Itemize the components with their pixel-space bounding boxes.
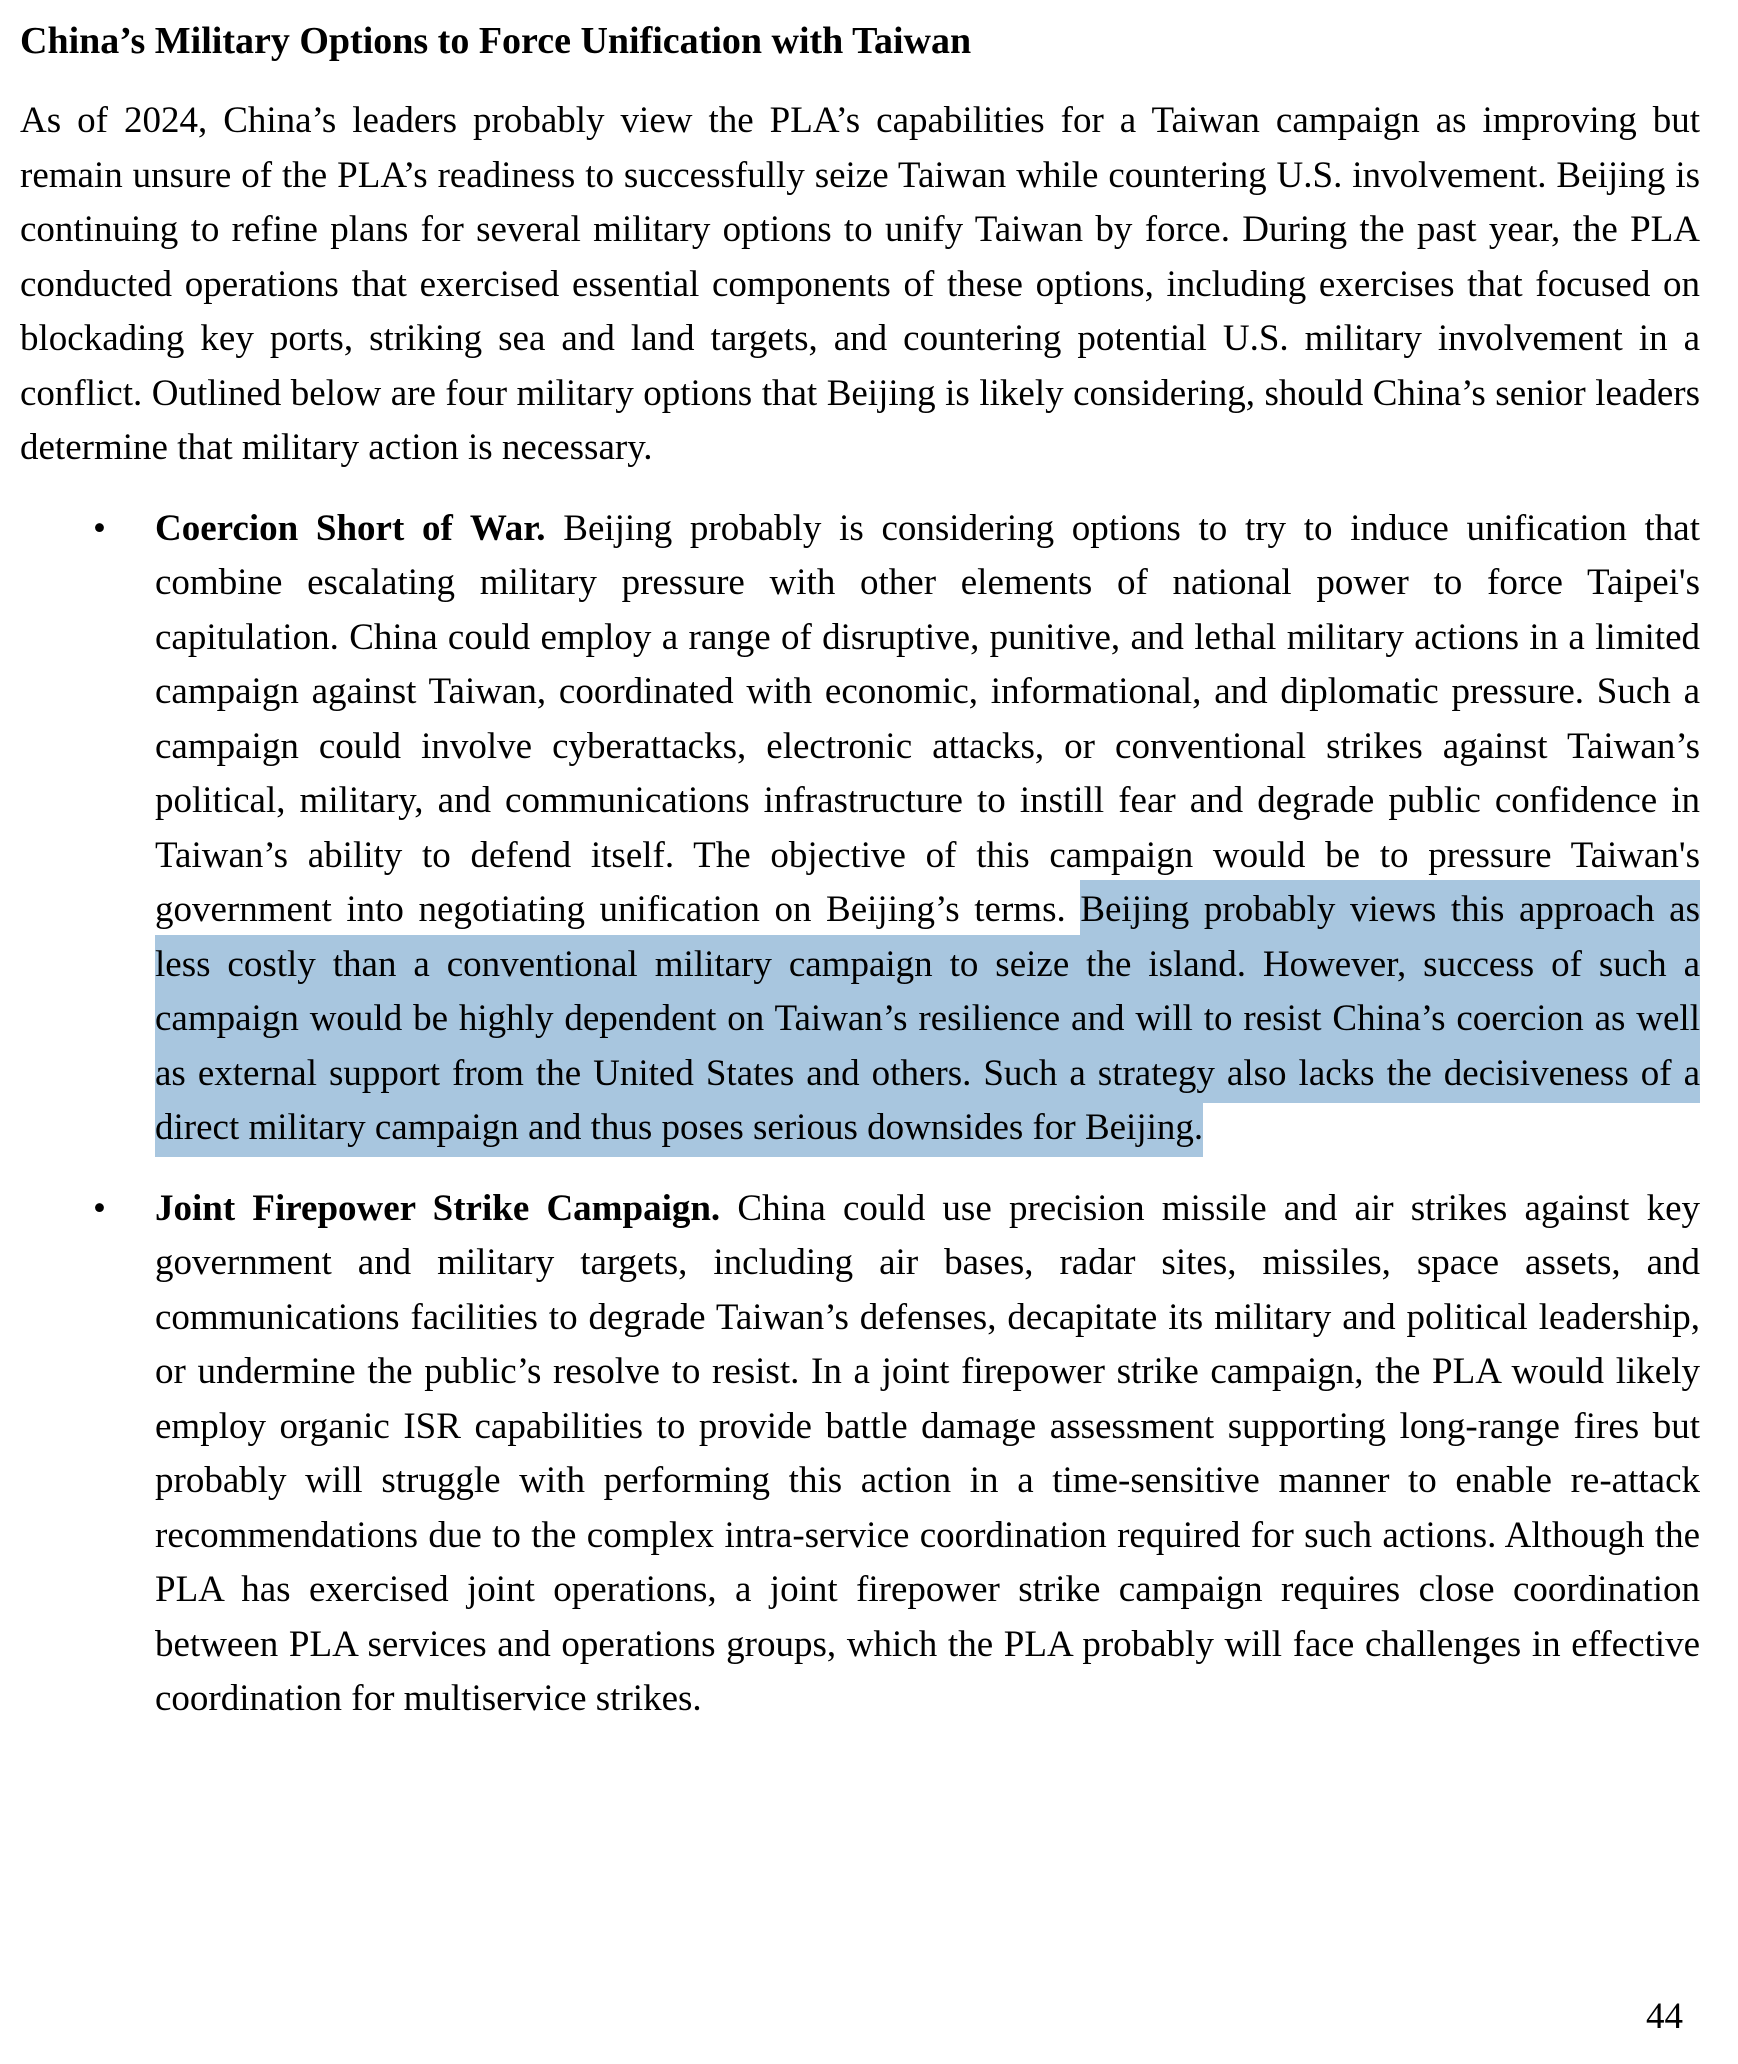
bullet-coercion-short-of-war: [20, 502, 1700, 1156]
bullet-joint-firepower-strike: [20, 1182, 1700, 1727]
bullet-point-icon: •: [93, 507, 106, 549]
highlighted-passage: Beijing probably views this approach as less costly than a conventional military campaign to seize the island. However, success of such a campaign would be highly dependent on Taiwan’s resilience and will to resist China’s coercion as well as external support from the United States and others. Such a strategy also lacks the decisiveness of a direct military campaign and thus poses serious downsides for Beijing.: [155, 880, 1700, 1157]
intro-paragraph: As of 2024, China’s leaders probably view the PLA’s capabilities for a Taiwan campaign as improving but remain unsure of the PLA’s readiness to successfully seize Taiwan while countering U.S. involvement. Beijing is continuing to refine plans for several military options to unify Taiwan by force. During the past year, the PLA conducted operations that exercised essential components of these options, including exercises that focused on blockading key ports, striking sea and land targets, and countering potential U.S. military involvement in a conflict. Outlined below are four military options that Beijing is likely considering, should China’s senior leaders determine that military action is necessary.: [20, 100, 1700, 468]
bullet-body-coercion: Beijing probably is considering options to try to induce unification that combine escalating military pressure with other elements of national power to force Taipei's capitulation. China could employ a range of disruptive, punitive, and lethal military actions in a limited campaign against Taiwan, coordinated with economic, informational, and diplomatic pressure. Such a campaign could involve cyberattacks, electronic attacks, or conventional strikes against Taiwan’s political, military, and communications infrastructure to instill fear and degrade public confidence in Taiwan’s ability to defend itself. The objective of this campaign would be to pressure Taiwan's government into negotiating unification on Beijing’s terms.: [155, 507, 1701, 930]
bullet-lead-joint-firepower: Joint Firepower Strike Campaign.: [155, 1187, 721, 1229]
page-number: 44: [1646, 1996, 1683, 2037]
military-options-list: [20, 502, 1700, 1727]
bullet-point-icon: •: [93, 1187, 106, 1229]
document-page: [20, 0, 1700, 1727]
bullet-body-joint-firepower: China could use precision missile and air strikes against key government and military targets, including air bases, radar sites, missiles, space assets, and communications facilities to degrade Taiwan’s defenses, decapitate its military and political leadership, or undermine the public’s resolve to resist. In a joint firepower strike campaign, the PLA would likely employ organic ISR capabilities to provide battle damage assessment supporting long-range fires but probably will struggle with performing this action in a time-sensitive manner to enable re-attack recommendations due to the complex intra-service coordination required for such actions. Although the PLA has exercised joint operations, a joint firepower strike campaign requires close coordination between PLA services and operations groups, which the PLA probably will face challenges in effective coordination for multiservice strikes.: [155, 1187, 1700, 1719]
bullet-lead-coercion: Coercion Short of War.: [155, 507, 546, 549]
page-title: China’s Military Options to Force Unification with Taiwan: [20, 20, 972, 62]
